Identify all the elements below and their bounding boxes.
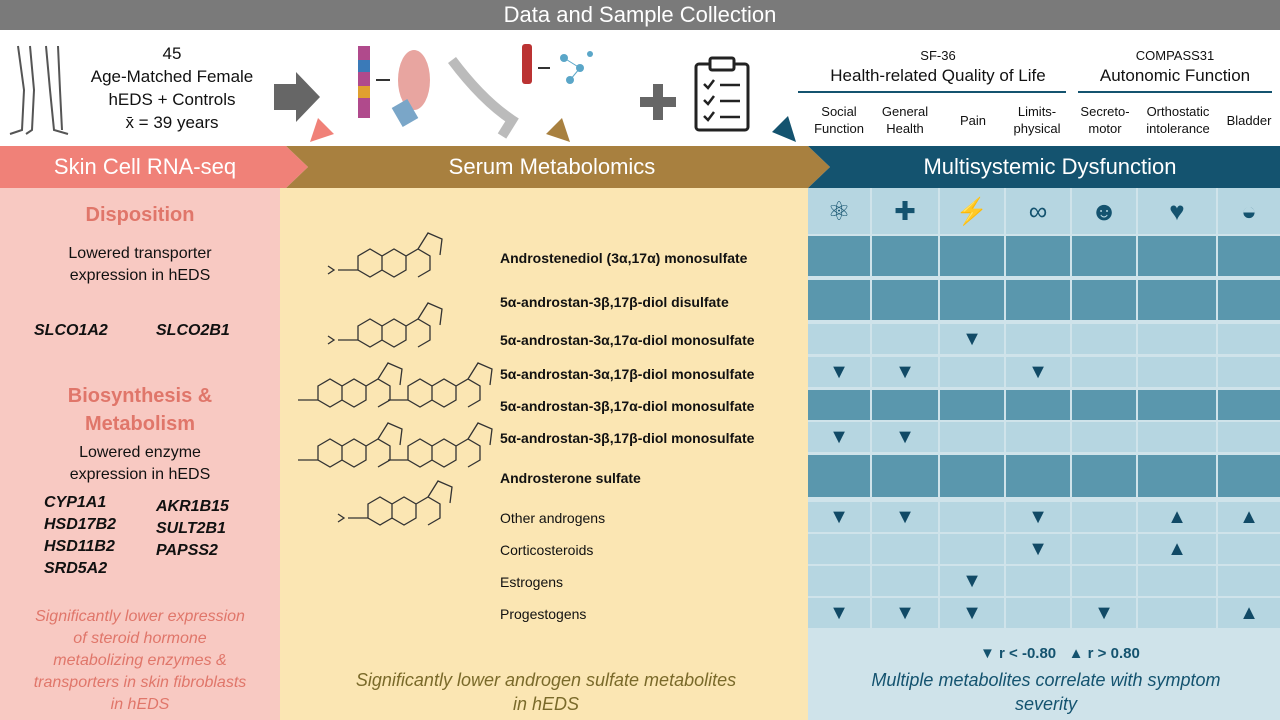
negative-correlation-cell: ▼ xyxy=(1006,502,1070,532)
correlation-cell xyxy=(1218,566,1280,596)
serum-conclusion: Significantly lower androgen sulfate metabolites in hEDS xyxy=(355,670,737,714)
correlation-cell xyxy=(1138,236,1216,276)
correlation-cell xyxy=(940,455,1004,497)
correlation-cell xyxy=(1006,280,1070,320)
metabolite-label: Androsterone sulfate xyxy=(500,470,641,486)
gene-slco2b1: SLCO2B1 xyxy=(156,322,230,339)
correlation-cell xyxy=(1006,566,1070,596)
correlation-cell xyxy=(1138,390,1216,420)
correlation-cell xyxy=(1006,455,1070,497)
correlation-cell xyxy=(872,566,938,596)
correlation-cell xyxy=(1218,324,1280,354)
compass31-name: COMPASS31 xyxy=(1135,48,1215,63)
correlation-cell xyxy=(1072,390,1136,420)
plus-icon xyxy=(640,84,676,120)
correlation-cell xyxy=(1138,324,1216,354)
cohort-mean-age: x̄ = 39 years xyxy=(125,113,219,132)
legend-down: ▼ r < -0.80 xyxy=(980,645,1057,662)
cohort-description xyxy=(62,42,282,134)
correlation-cell xyxy=(940,357,1004,387)
correlation-cell xyxy=(1072,534,1136,564)
metabolite-label: Other androgens xyxy=(500,510,606,526)
negative-correlation-cell: ▼ xyxy=(1072,598,1136,628)
correlation-cell xyxy=(1006,598,1070,628)
negative-correlation-cell: ▼ xyxy=(872,598,938,628)
positive-correlation-cell: ▲ xyxy=(1218,598,1280,628)
compass31-underline xyxy=(1078,91,1272,93)
negative-correlation-cell: ▼ xyxy=(940,566,1004,596)
cohort-line1: Age-Matched Female xyxy=(90,67,254,86)
negative-correlation-cell: ▼ xyxy=(1006,357,1070,387)
correlation-cell xyxy=(940,422,1004,452)
correlation-cell xyxy=(1138,455,1216,497)
correlation-cell xyxy=(808,455,870,497)
subscale-orthostatic-intolerance: Orthostatic intolerance xyxy=(1146,104,1210,136)
biosynthesis-heading: Biosynthesis & Metabolism xyxy=(67,385,213,435)
correlation-cell xyxy=(872,455,938,497)
correlation-cell xyxy=(808,566,870,596)
correlation-cell xyxy=(940,502,1004,532)
heart-pulse-icon: ♥ xyxy=(1138,188,1216,234)
cohort-line2: hEDS + Controls xyxy=(108,90,236,109)
sf36-heading: Health-related Quality of Life xyxy=(830,66,1046,85)
metabolite-label: 5α-androstan-3α,17α-diol monosulfate xyxy=(500,332,755,348)
negative-correlation-cell: ▼ xyxy=(808,598,870,628)
metabolite-label: 5α-androstan-3β,17β-diol monosulfate xyxy=(500,430,755,446)
skin-conclusion: Significantly lower expression of steroid hormone metabolizing enzymes & transporters in skin fibroblasts in hEDS xyxy=(33,608,247,713)
sf36-name: SF-36 xyxy=(920,48,956,63)
negative-correlation-cell: ▼ xyxy=(872,422,938,452)
correlation-cell xyxy=(1218,357,1280,387)
correlation-cell xyxy=(872,390,938,420)
metabolite-label: 5α-androstan-3α,17β-diol monosulfate xyxy=(500,366,755,382)
subscale-pain: Pain xyxy=(959,113,987,128)
positive-correlation-cell: ▲ xyxy=(1138,502,1216,532)
correlation-cell xyxy=(940,280,1004,320)
multi-conclusion: Multiple metabolites correlate with symptom severity xyxy=(871,670,1221,714)
metabolite-label: Corticosteroids xyxy=(500,542,594,558)
correlation-cell xyxy=(1218,455,1280,497)
negative-correlation-cell: ▼ xyxy=(872,357,938,387)
clipboard-icon xyxy=(694,56,750,132)
correlation-cell xyxy=(1072,236,1136,276)
correlation-cell xyxy=(1072,502,1136,532)
subscale-social-function: Social Function xyxy=(814,104,864,136)
correlation-cell xyxy=(940,390,1004,420)
correlation-cell xyxy=(940,236,1004,276)
bladder-icon: ◒ xyxy=(1218,188,1280,234)
disposition-text: Lowered transporter expression in hEDS xyxy=(68,245,212,284)
correlation-cell xyxy=(808,390,870,420)
correlation-cell xyxy=(1006,390,1070,420)
negative-correlation-cell: ▼ xyxy=(808,357,870,387)
correlation-cell xyxy=(1138,598,1216,628)
compass31-heading: Autonomic Function xyxy=(1099,66,1251,85)
blue-arrow-icon xyxy=(752,100,798,144)
correlation-cell xyxy=(872,280,938,320)
legend-up: ▲ r > 0.80 xyxy=(1068,645,1140,662)
correlation-cell xyxy=(808,236,870,276)
multisystemic-dysfunction-banner: Multisystemic Dysfunction xyxy=(923,154,1177,179)
brown-arrow-icon xyxy=(526,104,574,144)
correlation-cell xyxy=(1072,455,1136,497)
correlation-cell xyxy=(1218,390,1280,420)
subscale-bladder: Bladder xyxy=(1226,113,1272,128)
negative-correlation-cell: ▼ xyxy=(872,502,938,532)
disposition-heading: Disposition xyxy=(85,204,195,226)
gene-slco1a2: SLCO1A2 xyxy=(34,322,108,339)
correlation-cell xyxy=(872,324,938,354)
cohort-n: 45 xyxy=(162,44,182,63)
correlation-cell xyxy=(1138,422,1216,452)
correlation-cell xyxy=(1218,534,1280,564)
biosynthesis-text: Lowered enzyme expression in hEDS xyxy=(69,444,211,483)
metabolite-label: Progestogens xyxy=(500,606,587,622)
negative-correlation-cell: ▼ xyxy=(940,598,1004,628)
correlation-cell xyxy=(940,534,1004,564)
correlation-cell xyxy=(1072,280,1136,320)
correlation-cell xyxy=(1006,324,1070,354)
correlation-cell xyxy=(1218,280,1280,320)
subscale-general-health: General Health xyxy=(881,104,929,136)
correlation-cell xyxy=(1072,324,1136,354)
correlation-cell xyxy=(1072,357,1136,387)
correlation-cell xyxy=(1072,422,1136,452)
correlation-cell xyxy=(1138,357,1216,387)
negative-correlation-cell: ▼ xyxy=(940,324,1004,354)
pink-arrow-icon xyxy=(306,104,354,144)
metabolite-label: Estrogens xyxy=(500,574,564,590)
correlation-cell xyxy=(808,534,870,564)
genes-left-column: CYP1A1 HSD17B2 HSD11B2 SRD5A2 xyxy=(44,494,117,577)
sf36-underline xyxy=(798,91,1066,93)
infinity-icon: ∞ xyxy=(1006,188,1070,234)
positive-correlation-cell: ▲ xyxy=(1138,534,1216,564)
negative-correlation-cell: ▼ xyxy=(808,502,870,532)
correlation-cell xyxy=(872,236,938,276)
metabolite-label: 5α-androstan-3β,17β-diol disulfate xyxy=(500,294,729,310)
correlation-cell xyxy=(808,324,870,354)
sweat-head-icon: ☻ xyxy=(1072,188,1136,234)
positive-correlation-cell: ▲ xyxy=(1218,502,1280,532)
correlation-legend xyxy=(980,645,1140,662)
steroid-structures xyxy=(288,206,498,526)
lightning-warning-icon: ⚡ xyxy=(940,188,1004,234)
negative-correlation-cell: ▼ xyxy=(808,422,870,452)
subscale-secretomotor: Secreto- motor xyxy=(1080,104,1130,136)
metabolite-label: Androstenediol (3α,17α) monosulfate xyxy=(500,250,748,266)
social-network-icon: ⚛ xyxy=(808,188,870,234)
metabolite-label: 5α-androstan-3β,17α-diol monosulfate xyxy=(500,398,755,414)
genes-right-column: AKR1B15 SULT2B1 PAPSS2 xyxy=(156,498,229,559)
correlation-cell xyxy=(1006,236,1070,276)
subscale-limits-physical: Limits- physical xyxy=(1013,104,1061,136)
correlation-cell xyxy=(1218,236,1280,276)
serum-metabolomics-banner: Serum Metabolomics xyxy=(448,154,656,179)
correlation-cell xyxy=(872,534,938,564)
title-bar: Data and Sample Collection xyxy=(0,0,1280,30)
correlation-cell xyxy=(1138,566,1216,596)
correlation-cell xyxy=(808,280,870,320)
correlation-cell xyxy=(1218,422,1280,452)
medical-cross-icon: ✚ xyxy=(872,188,938,234)
correlation-cell xyxy=(1138,280,1216,320)
negative-correlation-cell: ▼ xyxy=(1006,534,1070,564)
correlation-cell xyxy=(1072,566,1136,596)
correlation-cell xyxy=(1006,422,1070,452)
skin-rnaseq-banner: Skin Cell RNA-seq xyxy=(53,154,237,179)
